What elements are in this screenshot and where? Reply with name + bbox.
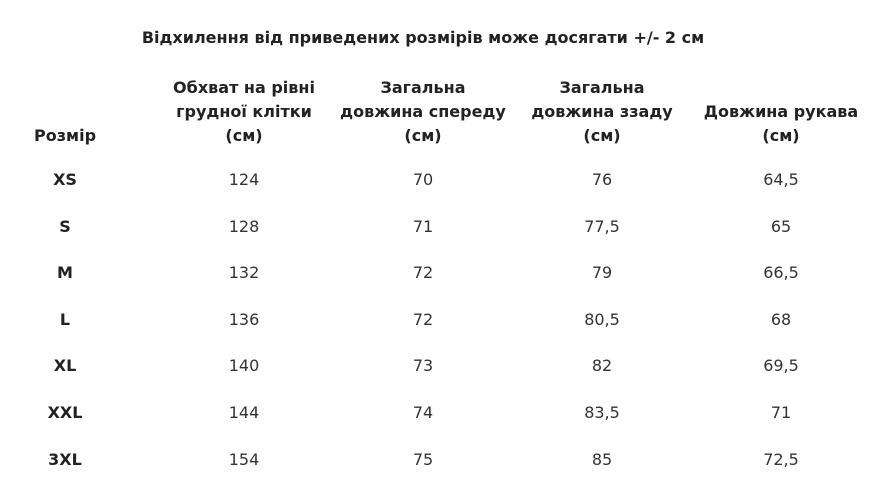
sleeve-length-cell: 65 [770,217,792,236]
table-row [0,263,870,285]
front-length-cell: 72 [412,310,434,329]
chest-cell: 136 [228,310,260,329]
sleeve-length-cell: 72,5 [763,450,799,469]
front-length-cell: 74 [412,403,434,422]
chest-cell: 128 [228,217,260,236]
size-cell: XXL [47,403,83,422]
chest-cell: 144 [228,403,260,422]
size-cell: L [59,310,71,329]
front-length-cell: 70 [412,170,434,189]
table-row [0,450,870,472]
sleeve-length-cell: 69,5 [763,356,799,375]
table-row [0,170,870,192]
front-length-cell: 72 [412,263,434,282]
front-length-cell: 73 [412,356,434,375]
tolerance-note: Відхилення від приведених розмірів може досягати +/- 2 см [141,28,705,47]
table-row [0,310,870,332]
header-sleeve-length-label: Довжина рукава (см) [703,102,859,145]
front-length-cell: 71 [412,217,434,236]
back-length-cell: 82 [591,356,613,375]
back-length-cell: 76 [591,170,613,189]
header-size-label: Розмір [33,126,97,145]
header-sleeve-length [700,72,862,148]
back-length-cell: 79 [591,263,613,282]
header-size [15,72,115,148]
table-row [0,403,870,425]
front-length-cell: 75 [412,450,434,469]
sleeve-length-cell: 66,5 [763,263,799,282]
back-length-cell: 85 [591,450,613,469]
size-cell: 3XL [48,450,82,469]
size-cell: M [57,263,73,282]
header-front-length-label: Загальна довжина спереду (см) [340,78,506,145]
back-length-cell: 80,5 [584,310,620,329]
size-cell: XS [53,170,77,189]
chest-cell: 124 [228,170,260,189]
header-back-length [524,72,680,148]
back-length-cell: 77,5 [584,217,620,236]
sleeve-length-cell: 71 [770,403,792,422]
table-row [0,217,870,239]
chest-cell: 140 [228,356,260,375]
chest-cell: 132 [228,263,260,282]
back-length-cell: 83,5 [584,403,620,422]
chest-cell: 154 [228,450,260,469]
table-row [0,356,870,378]
size-cell: S [59,217,71,236]
header-front-length [338,72,508,148]
header-chest-girth-label: Обхват на рівні грудної клітки (см) [173,78,315,145]
header-back-length-label: Загальна довжина ззаду (см) [531,78,673,145]
header-chest-girth [165,72,323,148]
sleeve-length-cell: 64,5 [763,170,799,189]
size-cell: XL [53,356,77,375]
sleeve-length-cell: 68 [770,310,792,329]
